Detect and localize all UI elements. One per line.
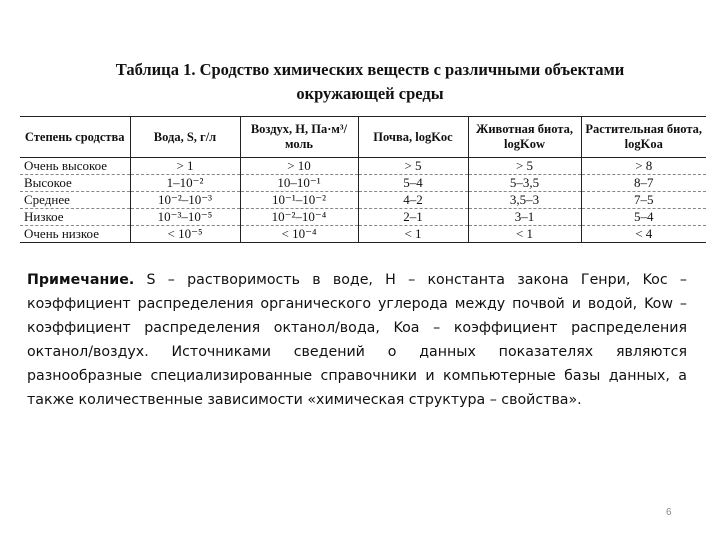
table-cell: > 5 <box>358 158 468 175</box>
title-line-1: Таблица 1. Сродство химических веществ с различными объектами <box>115 60 625 79</box>
table-cell: 10–10⁻¹ <box>240 175 358 192</box>
table-cell: > 10 <box>240 158 358 175</box>
table-cell: > 8 <box>581 158 706 175</box>
table-cell: < 1 <box>468 226 581 243</box>
table-cell: 10⁻¹–10⁻² <box>240 192 358 209</box>
header-animal-biota: Животная биота, logKow <box>468 117 581 158</box>
table-row <box>20 226 706 243</box>
title-line-2: окружающей среды <box>296 84 444 103</box>
table-header-row <box>20 117 706 158</box>
header-air: Воздух, H, Па·м³/моль <box>240 117 358 158</box>
table-cell: 1–10⁻² <box>130 175 240 192</box>
table-cell: Очень низкое <box>20 226 130 243</box>
affinity-table <box>20 116 706 243</box>
table-cell: < 10⁻⁵ <box>130 226 240 243</box>
table-row <box>20 175 706 192</box>
table-cell: 5–4 <box>581 209 706 226</box>
affinity-table-container <box>20 116 706 243</box>
note-text: S – растворимость в воде, H – константа закона Генри, Koc – коэффициент распределения органического углерода между почвой и водой, Kow – коэффициент распределения октанол/вода, Koa – коэффициент распределения октанол/воздух. Источниками сведений о данных показателях являются разнообразные специализированные справочники и компьютерные базы данных, а также количественные зависимости «химическая структура – свойства». <box>27 272 687 408</box>
table-cell: 7–5 <box>581 192 706 209</box>
header-plant-biota: Растительная биота, logKoa <box>581 117 706 158</box>
table-cell: > 5 <box>468 158 581 175</box>
note-paragraph <box>27 268 687 412</box>
table-cell: < 4 <box>581 226 706 243</box>
table-title <box>40 58 700 106</box>
table-row <box>20 192 706 209</box>
table-cell: > 1 <box>130 158 240 175</box>
table-cell: 8–7 <box>581 175 706 192</box>
table-cell: < 1 <box>358 226 468 243</box>
table-cell: Высокое <box>20 175 130 192</box>
table-cell: Очень высокое <box>20 158 130 175</box>
page-number: 6 <box>666 507 672 518</box>
table-cell: 10⁻²–10⁻³ <box>130 192 240 209</box>
table-cell: 5–4 <box>358 175 468 192</box>
note-label: Примечание. <box>27 272 135 288</box>
table-row <box>20 209 706 226</box>
table-cell: 3,5–3 <box>468 192 581 209</box>
table-cell: < 10⁻⁴ <box>240 226 358 243</box>
table-cell: 10⁻³–10⁻⁵ <box>130 209 240 226</box>
table-cell: 4–2 <box>358 192 468 209</box>
header-affinity-degree: Степень сродства <box>20 117 130 158</box>
header-soil: Почва, logKoc <box>358 117 468 158</box>
table-row <box>20 158 706 175</box>
table-cell: 5–3,5 <box>468 175 581 192</box>
table-cell: 3–1 <box>468 209 581 226</box>
table-cell: Низкое <box>20 209 130 226</box>
table-cell: Среднее <box>20 192 130 209</box>
header-water: Вода, S, г/л <box>130 117 240 158</box>
table-cell: 10⁻²–10⁻⁴ <box>240 209 358 226</box>
table-cell: 2–1 <box>358 209 468 226</box>
